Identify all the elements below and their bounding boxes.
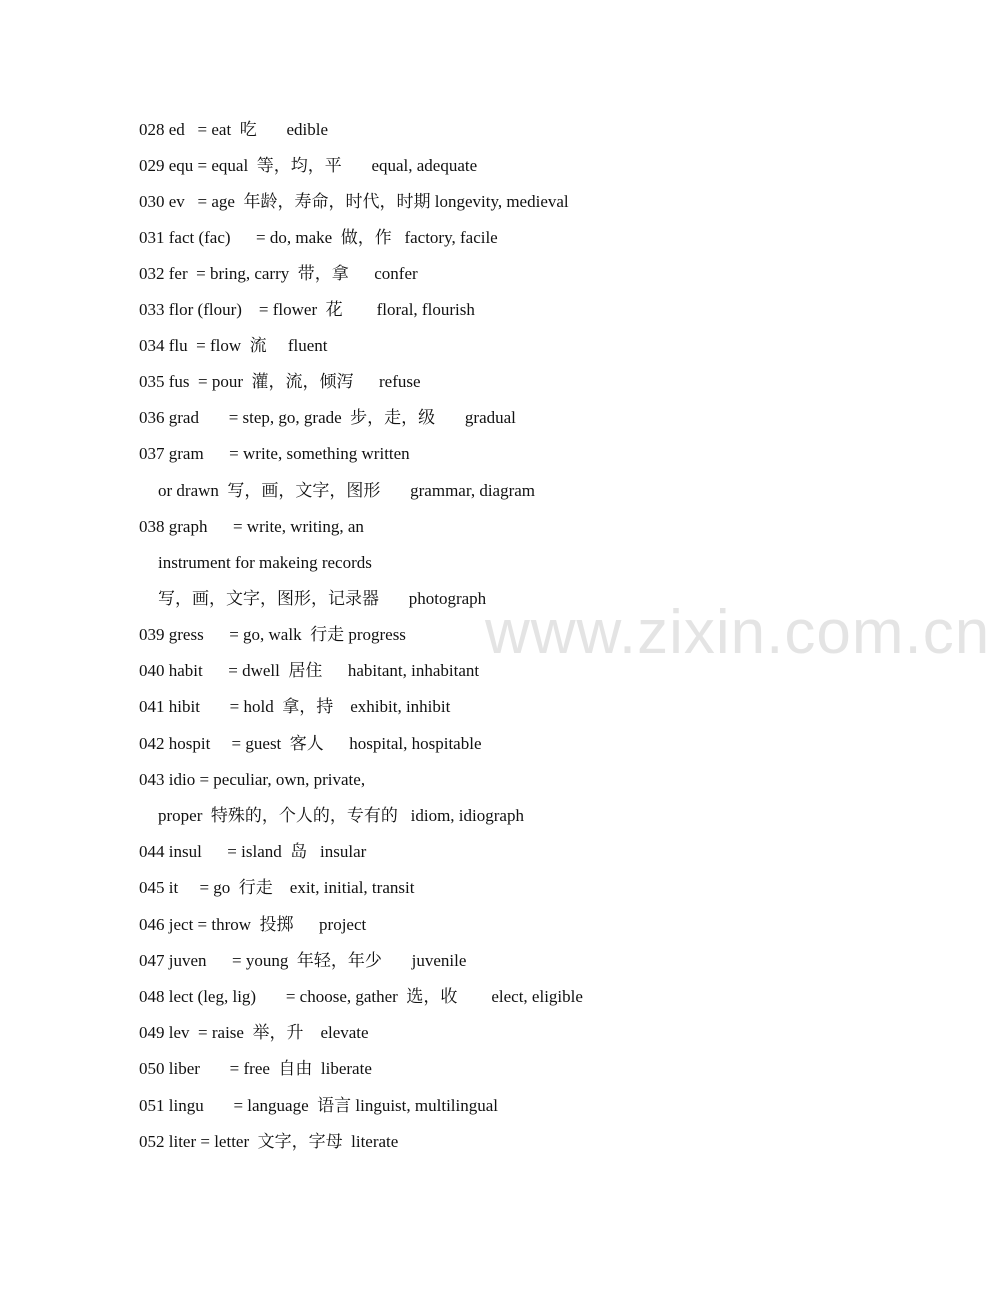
entry-038-graph-continued: instrument for makeing records bbox=[158, 553, 372, 572]
entry-034-flu: 034 flu = flow 流 fluent bbox=[139, 336, 328, 355]
entry-043-idio: 043 idio = peculiar, own, private, bbox=[139, 770, 366, 789]
entry-032-fer: 032 fer = bring, carry 带，拿 confer bbox=[139, 264, 418, 283]
entry-049-lev: 049 lev = raise 举，升 elevate bbox=[139, 1023, 369, 1042]
entry-037-gram-continued: or drawn 写，画，文字，图形 grammar, diagram bbox=[158, 481, 536, 500]
entry-036-grad: 036 grad = step, go, grade 步，走，级 gradual bbox=[139, 408, 516, 427]
entry-033-flor: 033 flor (flour) = flower 花 floral, flourish bbox=[139, 300, 475, 319]
entry-037-gram: 037 gram = write, something written bbox=[139, 444, 410, 463]
entry-048-lect: 048 lect (leg, lig) = choose, gather 选，收 elect, eligible bbox=[139, 987, 583, 1006]
entry-041-hibit: 041 hibit = hold 拿，持 exhibit, inhibit bbox=[139, 697, 451, 716]
entry-038-graph: 038 graph = write, writing, an bbox=[139, 517, 364, 536]
entry-043-idio-continued: proper 特殊的，个人的，专有的 idiom, idiograph bbox=[158, 806, 524, 825]
entry-042-hospit: 042 hospit = guest 客人 hospital, hospitable bbox=[139, 734, 482, 753]
entry-039-gress: 039 gress = go, walk 行走 progress bbox=[139, 625, 406, 644]
entry-044-insul: 044 insul = island 岛 insular bbox=[139, 842, 367, 861]
entry-052-liter: 052 liter = letter 文字，字母 literate bbox=[139, 1132, 399, 1151]
entry-046-ject: 046 ject = throw 投掷 project bbox=[139, 915, 367, 934]
entry-047-juven: 047 juven = young 年轻，年少 juvenile bbox=[139, 951, 467, 970]
watermark: www.zixin.com.cn bbox=[485, 598, 990, 667]
entry-045-it: 045 it = go 行走 exit, initial, transit bbox=[139, 878, 415, 897]
entry-051-lingu: 051 lingu = language 语言 linguist, multilingual bbox=[139, 1096, 499, 1115]
entry-050-liber: 050 liber = free 自由 liberate bbox=[139, 1059, 372, 1078]
entry-029-equ: 029 equ = equal 等，均，平 equal, adequate bbox=[139, 156, 478, 175]
entry-035-fus: 035 fus = pour 灌，流，倾泻 refuse bbox=[139, 372, 421, 391]
entry-030-ev: 030 ev = age 年龄，寿命，时代，时期 longevity, medieval bbox=[139, 192, 569, 211]
entry-040-habit: 040 habit = dwell 居住 habitant, inhabitant bbox=[139, 661, 480, 680]
entry-031-fact: 031 fact (fac) = do, make 做，作 factory, facile bbox=[139, 228, 498, 247]
entry-038-graph-meaning: 写，画，文字，图形，记录器 photograph bbox=[158, 589, 487, 608]
entry-028-ed: 028 ed = eat 吃 edible bbox=[139, 120, 328, 139]
